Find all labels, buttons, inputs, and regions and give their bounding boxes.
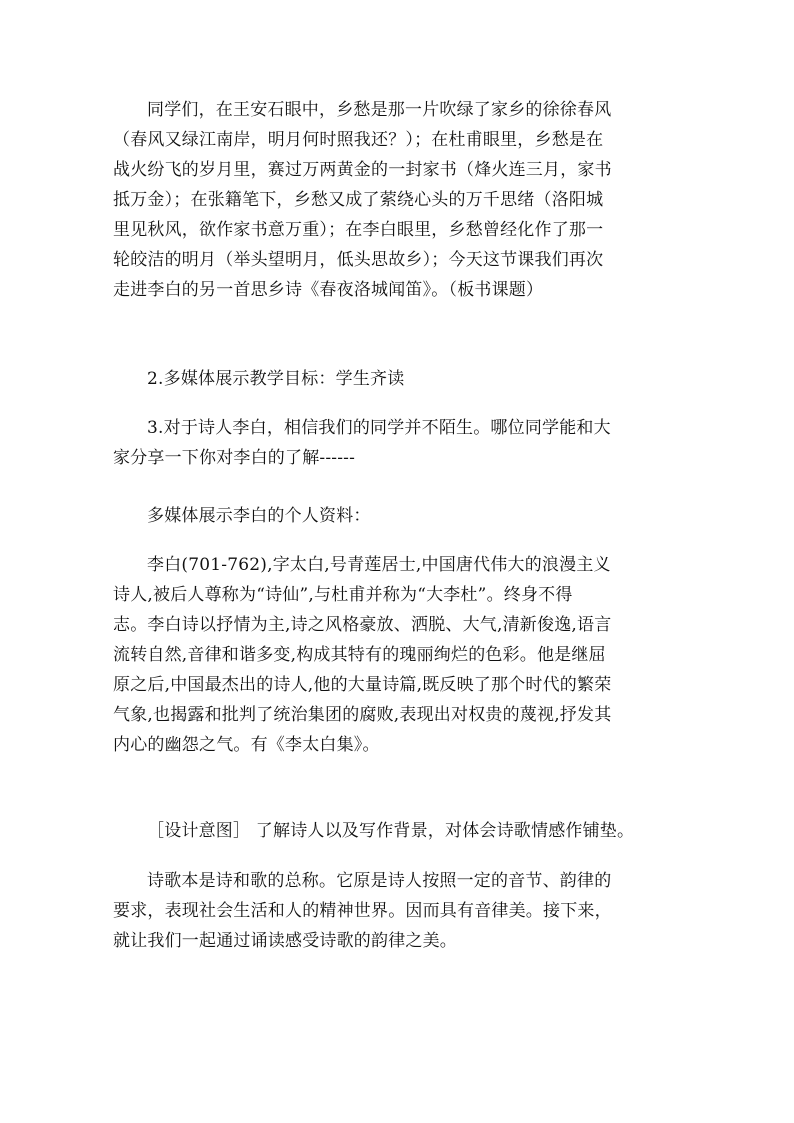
text-line: 2.多媒体展示教学目标：学生齐读 <box>147 369 405 389</box>
text-line: 内心的幽怨之气。有《李太白集》。 <box>113 735 380 755</box>
paragraph-about-li-bai <box>113 413 693 473</box>
text-line: 抵万金）；在张籍笔下，乡愁又成了萦绕心头的万千思绪（洛阳城 <box>113 190 604 210</box>
text-line: 多媒体展示李白的个人资料： <box>147 506 371 526</box>
paragraph-teaching-goals <box>113 364 693 394</box>
paragraph-profile-heading <box>113 501 693 531</box>
text-line: 李白(701-762),字太白,号青莲居士,中国唐代伟大的浪漫主义 <box>147 555 611 575</box>
paragraph-intro <box>113 95 693 305</box>
paragraph-profile <box>113 550 693 760</box>
text-line: （春风又绿江南岸，明月何时照我还？）；在杜甫眼里，乡愁是在 <box>113 130 604 150</box>
text-line: 流转自然,音律和谐多变,构成其特有的瑰丽绚烂的色彩。他是继屈 <box>113 645 606 665</box>
text-line: 诗歌本是诗和歌的总称。它原是诗人按照一定的音节、韵律的 <box>147 871 612 891</box>
text-line: 志。李白诗以抒情为主,诗之风格豪放、洒脱、大气,清新俊逸,语言 <box>113 615 612 635</box>
paragraph-design-intent <box>113 816 693 846</box>
text-line: ［设计意图］ 了解诗人以及写作背景，对体会诗歌情感作铺垫。 <box>147 821 635 841</box>
text-line: 里见秋风，欲作家书意万重）；在李白眼里，乡愁曾经化作了那一 <box>113 220 604 240</box>
text-line: 走进李白的另一首思乡诗《春夜洛城闻笛》。（板书课题） <box>113 280 544 300</box>
text-line: 轮皎洁的明月（举头望明月，低头思故乡）；今天这节课我们再次 <box>113 250 604 270</box>
text-line: 要求，表现社会生活和人的精神世界。因而具有音律美。接下来， <box>113 901 612 921</box>
text-line: 家分享一下你对李白的了解------ <box>113 448 356 468</box>
text-line: 就让我们一起通过诵读感受诗歌的韵律之美。 <box>113 931 457 951</box>
text-line: 3.对于诗人李白，相信我们的同学并不陌生。哪位同学能和大 <box>147 418 611 438</box>
text-line: 战火纷飞的岁月里，赛过万两黄金的一封家书（烽火连三月，家书 <box>113 160 612 180</box>
text-line: 诗人,被后人尊称为“诗仙”,与杜甫并称为“大李杜”。终身不得 <box>113 585 573 605</box>
text-line: 气象,也揭露和批判了统治集团的腐败,表现出对权贵的蔑视,抒发其 <box>113 705 612 725</box>
text-line: 同学们，在王安石眼中，乡愁是那一片吹绿了家乡的徐徐春风 <box>147 100 612 120</box>
text-line: 原之后,中国最杰出的诗人,他的大量诗篇,既反映了那个时代的繁荣 <box>113 675 612 695</box>
paragraph-poetry-intro <box>113 866 693 956</box>
